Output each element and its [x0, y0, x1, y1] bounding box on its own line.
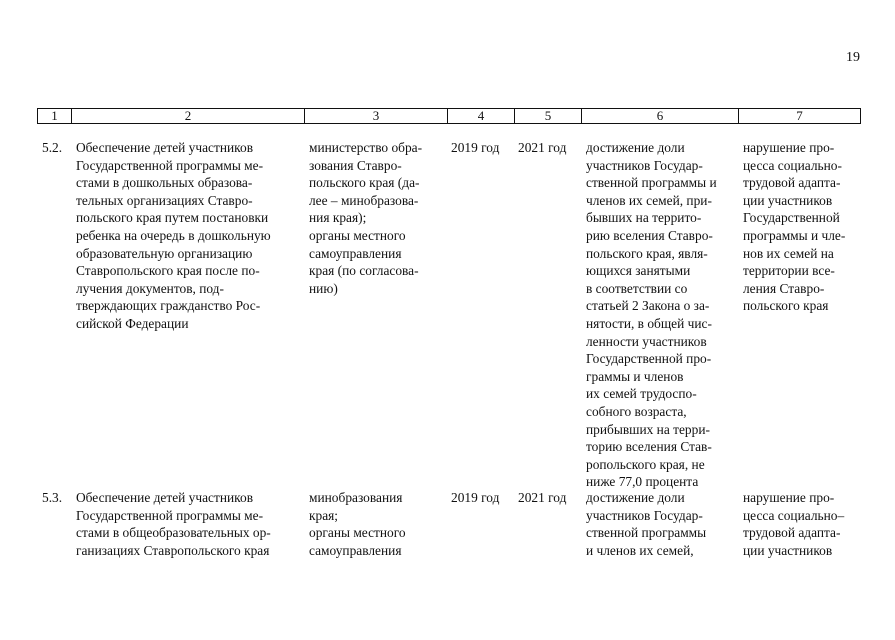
- measure-line: стами в общеобразовательных ор-: [76, 525, 271, 541]
- end-year: 2021 год: [518, 140, 567, 155]
- executor-line: минобразования: [309, 490, 403, 505]
- indicator-line: Государственной про-: [586, 351, 712, 367]
- indicator-line: достижение доли: [586, 490, 685, 505]
- column-number-header: [37, 108, 861, 124]
- indicator-line: граммы и членов: [586, 368, 684, 384]
- indicator-cell: [586, 489, 734, 559]
- measure-line: Обеспечение детей участников: [76, 140, 254, 155]
- executor-line: польского края (да-: [309, 175, 420, 191]
- indicator-line: членов их семей, при-: [586, 192, 712, 208]
- indicator-line: ниже 77,0 процента: [586, 474, 699, 490]
- executor-cell: [309, 139, 443, 297]
- risk-cell: [743, 489, 860, 559]
- risk-line: ления Ставро-: [743, 280, 825, 296]
- indicator-line: польского края, явля-: [586, 245, 708, 261]
- measure-line: ребенка на очередь в дошкольную: [76, 227, 271, 243]
- indicator-line: и членов их семей,: [586, 542, 694, 558]
- measure-line: Ставропольского края после по-: [76, 263, 260, 279]
- measure-line: Государственной программы ме-: [76, 157, 264, 173]
- executor-line: края (по согласова-: [309, 263, 419, 279]
- header-col-6: 6: [582, 109, 739, 124]
- indicator-line: ленности участников: [586, 333, 707, 349]
- indicator-line: ющихся занятыми: [586, 263, 691, 279]
- end-year: 2021 год: [518, 490, 567, 505]
- executor-line: органы местного: [309, 227, 406, 243]
- measure-line: лучения документов, под-: [76, 280, 224, 296]
- risk-line: цесса социально–: [743, 507, 845, 523]
- page-number: 19: [846, 50, 860, 65]
- measure-line: Обеспечение детей участников: [76, 490, 254, 505]
- row-number: 5.2.: [42, 140, 63, 155]
- indicator-line: в соответствии со: [586, 280, 688, 296]
- risk-line: нарушение про-: [743, 140, 835, 155]
- executor-line: самоуправления: [309, 542, 402, 558]
- measure-line: сийской Федерации: [76, 315, 189, 331]
- indicator-line: участников Государ-: [586, 157, 703, 173]
- measure-line: тверждающих гражданство Рос-: [76, 298, 261, 314]
- risk-line: польского края: [743, 298, 829, 314]
- indicator-line: рию вселения Ставро-: [586, 227, 713, 243]
- indicator-line: статьей 2 Закона о за-: [586, 298, 710, 314]
- header-col-1: 1: [38, 109, 72, 124]
- row-number: 5.3.: [42, 490, 63, 505]
- header-col-7: 7: [739, 109, 861, 124]
- measure-line: тельных организациях Ставро-: [76, 192, 253, 208]
- measure-line: стами в дошкольных образова-: [76, 175, 253, 191]
- executor-cell: [309, 489, 443, 559]
- indicator-cell: [586, 139, 734, 491]
- measure-line: ганизациях Ставропольского края: [76, 542, 270, 558]
- header-col-2: 2: [72, 109, 305, 124]
- start-year: 2019 год: [451, 140, 500, 155]
- measure-cell: [76, 139, 303, 333]
- risk-line: нарушение про-: [743, 490, 835, 505]
- risk-line: цесса социально-: [743, 157, 842, 173]
- executor-line: зования Ставро-: [309, 157, 402, 173]
- indicator-line: их семей трудоспо-: [586, 386, 697, 402]
- risk-line: ции участников: [743, 192, 833, 208]
- indicator-line: бывших на террито-: [586, 210, 702, 226]
- indicator-line: ропольского края, не: [586, 456, 705, 472]
- indicator-line: достижение доли: [586, 140, 685, 155]
- risk-line: нов их семей на: [743, 245, 834, 261]
- risk-line: программы и чле-: [743, 227, 846, 243]
- executor-line: края;: [309, 507, 339, 523]
- header-col-3: 3: [305, 109, 448, 124]
- indicator-line: ственной программы: [586, 525, 707, 541]
- risk-line: ции участников: [743, 542, 833, 558]
- executor-line: органы местного: [309, 525, 406, 541]
- executor-line: министерство обра-: [309, 140, 423, 155]
- indicator-line: нятости, в общей чис-: [586, 315, 712, 331]
- risk-line: территории все-: [743, 263, 835, 279]
- risk-line: Государственной: [743, 210, 840, 226]
- indicator-line: ственной программы и: [586, 175, 717, 191]
- indicator-line: участников Государ-: [586, 507, 703, 523]
- executor-line: нию): [309, 280, 338, 296]
- measure-cell: [76, 489, 303, 559]
- measure-line: польского края путем постановки: [76, 210, 269, 226]
- risk-line: трудовой адапта-: [743, 175, 841, 191]
- start-year: 2019 год: [451, 490, 500, 505]
- risk-line: трудовой адапта-: [743, 525, 841, 541]
- indicator-line: торию вселения Став-: [586, 439, 712, 455]
- indicator-line: прибывших на терри-: [586, 421, 710, 437]
- measure-line: Государственной программы ме-: [76, 507, 264, 523]
- executor-line: ния края);: [309, 210, 367, 226]
- executor-line: лее – минобразова-: [309, 192, 419, 208]
- header-col-4: 4: [448, 109, 515, 124]
- header-col-5: 5: [515, 109, 582, 124]
- measure-line: образовательную организацию: [76, 245, 253, 261]
- executor-line: самоуправления: [309, 245, 402, 261]
- indicator-line: собного возраста,: [586, 403, 687, 419]
- risk-cell: [743, 139, 860, 315]
